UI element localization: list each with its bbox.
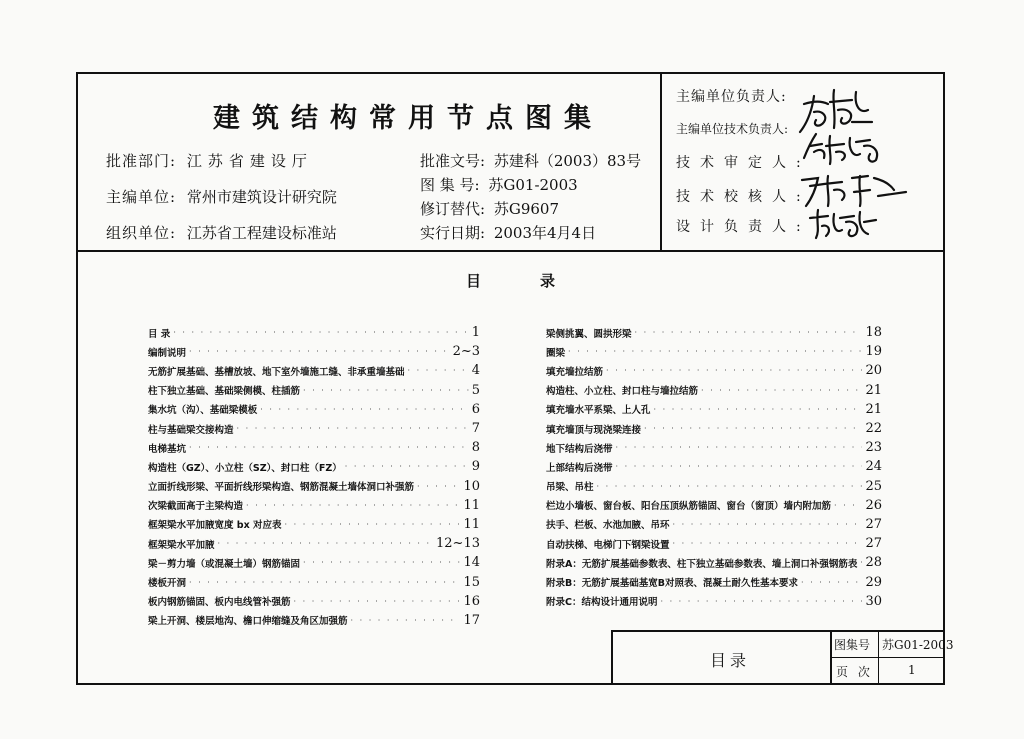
toc-entry[interactable]: 梁侧挑翼、圆拱形梁 · · · 18 [546, 323, 882, 342]
effective-value: 2003年4月4日 [493, 224, 597, 242]
toc-entry[interactable]: 框架梁水平加腋宽度 bx 对应表 · · · 11 [148, 515, 480, 534]
atlas-no-label: 图 集 号: [420, 176, 480, 194]
atlas-number-label: 图集号 [834, 638, 871, 652]
toc-entry[interactable]: 电梯基坑 · · · 8 [148, 438, 480, 457]
organizer-line [106, 222, 337, 243]
toc-left-column [148, 323, 480, 630]
approval-no-line [420, 150, 641, 171]
effective-line [420, 222, 596, 243]
replaces-value: 苏G9607 [493, 200, 560, 218]
title-block-left [611, 630, 613, 685]
approver-line [106, 150, 313, 171]
toc-title-right: 录 [540, 272, 556, 290]
approver-value: 江苏省建设厅 [186, 152, 313, 170]
toc-title-left: 目 [466, 272, 482, 290]
atlas-no-line [420, 174, 578, 195]
toc-entry[interactable]: 附录B：无筋扩展基础基宽B对照表、混凝土耐久性基本要求 · · · 29 [546, 572, 882, 591]
toc-entry[interactable]: 附录A：无筋扩展基础参数表、柱下独立基础参数表、墙上洞口补强钢筋表 · · · 28 [546, 553, 882, 572]
title-block-name: 目录 [710, 651, 751, 670]
toc-entry[interactable]: 梁上开洞、楼层地沟、檐口伸缩缝及角区加强筋 · · · 17 [148, 611, 480, 630]
organizer-value: 江苏省工程建设标准站 [186, 224, 337, 242]
toc-entry[interactable]: 附录C：结构设计通用说明 · · · 30 [546, 592, 882, 611]
signature-tech-chief [800, 128, 886, 168]
atlas-no-value: 苏G01-2003 [488, 176, 578, 194]
atlas-title: 建筑结构常用节点图集 [213, 103, 603, 134]
header-vertical-divider [660, 74, 662, 250]
design-lead-label: 设计负责人: [676, 219, 811, 235]
header-divider [78, 250, 943, 252]
editor-value: 常州市建筑设计研究院 [186, 188, 337, 206]
chief-editor-label: 主编单位负责人: [676, 89, 787, 105]
editor-label: 主编单位: [106, 188, 177, 206]
signature-design-lead [806, 204, 878, 244]
page-number-value: 1 [908, 663, 916, 677]
toc-entry[interactable]: 圈梁 · · · 19 [546, 342, 882, 361]
checker-label: 技术校核人: [676, 189, 811, 205]
toc-entry[interactable]: 自动扶梯、电梯门下钢梁设置 · · · 27 [546, 534, 882, 553]
toc-entry[interactable]: 编制说明 · · · 2~3 [148, 342, 480, 361]
toc-entry[interactable]: 填充墙拉结筋 · · · 20 [546, 361, 882, 380]
toc-entry[interactable]: 上部结构后浇带 · · · 24 [546, 457, 882, 476]
toc-entry[interactable]: 柱下独立基础、基础梁侧模、柱插筋 · · · 5 [148, 381, 480, 400]
replaces-label: 修订替代: [420, 200, 486, 218]
toc-entry[interactable]: 填充墙水平系梁、上人孔 · · · 21 [546, 400, 882, 419]
toc-entry[interactable]: 立面折线形梁、平面折线形梁构造、钢筋混凝土墙体洞口补强筋 · · · 10 [148, 477, 480, 496]
toc-entry[interactable]: 集水坑（沟）、基础梁模板 · · · 6 [148, 400, 480, 419]
atlas-number-value: 苏G01-2003 [882, 638, 954, 652]
tech-chief-label: 主编单位技术负责人: [676, 122, 789, 136]
toc-entry[interactable]: 栏边小墙板、窗台板、阳台压顶纵筋锚固、窗台（窗顶）墙内附加筋 · · · 26 [546, 496, 882, 515]
toc-entry[interactable]: 扶手、栏板、水池加腋、吊环 · · · 27 [546, 515, 882, 534]
toc-entry[interactable]: 填充墙顶与现浇梁连接 · · · 22 [546, 419, 882, 438]
toc-entry[interactable]: 吊梁、吊柱 · · · 25 [546, 477, 882, 496]
toc-entry[interactable]: 梁－剪力墙（或混凝土墙）钢筋锚固 · · · 14 [148, 553, 480, 572]
toc-right-column [546, 323, 882, 611]
page-number-label: 页 次 [836, 665, 873, 679]
toc-entry[interactable]: 地下结构后浇带 · · · 23 [546, 438, 882, 457]
toc-entry[interactable]: 无筋扩展基础、基槽放坡、地下室外墙施工缝、非承重墙基础 · · · 4 [148, 361, 480, 380]
drawing-sheet [76, 72, 954, 685]
toc-entry[interactable]: 楼板开洞 · · · 15 [148, 572, 480, 591]
approval-no-label: 批准文号: [420, 152, 486, 170]
editor-line [106, 186, 337, 207]
toc-entry[interactable]: 柱与基础梁交接构造 · · · 7 [148, 419, 480, 438]
toc-entry[interactable]: 框架梁水平加腋 · · · 12~13 [148, 534, 480, 553]
title-block-row [830, 657, 943, 658]
reviewer-label: 技术审定人: [676, 155, 811, 171]
toc-entry[interactable]: 板内钢筋锚固、板内电线管补强筋 · · · 16 [148, 592, 480, 611]
toc-entry[interactable]: 构造柱、小立柱、封口柱与墙拉结筋 · · · 21 [546, 381, 882, 400]
organizer-label: 组织单位: [106, 224, 177, 242]
title-block-top [611, 630, 943, 632]
replaces-line [420, 198, 559, 219]
toc-entry[interactable]: 构造柱（GZ）、小立柱（SZ）、封口柱（FZ） · · · 9 [148, 457, 480, 476]
toc-entry[interactable]: 目 录 · · · 1 [148, 323, 480, 342]
toc-entry[interactable]: 次梁截面高于主梁构造 · · · 11 [148, 496, 480, 515]
approval-no-value: 苏建科（2003）83号 [493, 152, 642, 170]
effective-label: 实行日期: [420, 224, 486, 242]
approver-label: 批准部门: [106, 152, 177, 170]
